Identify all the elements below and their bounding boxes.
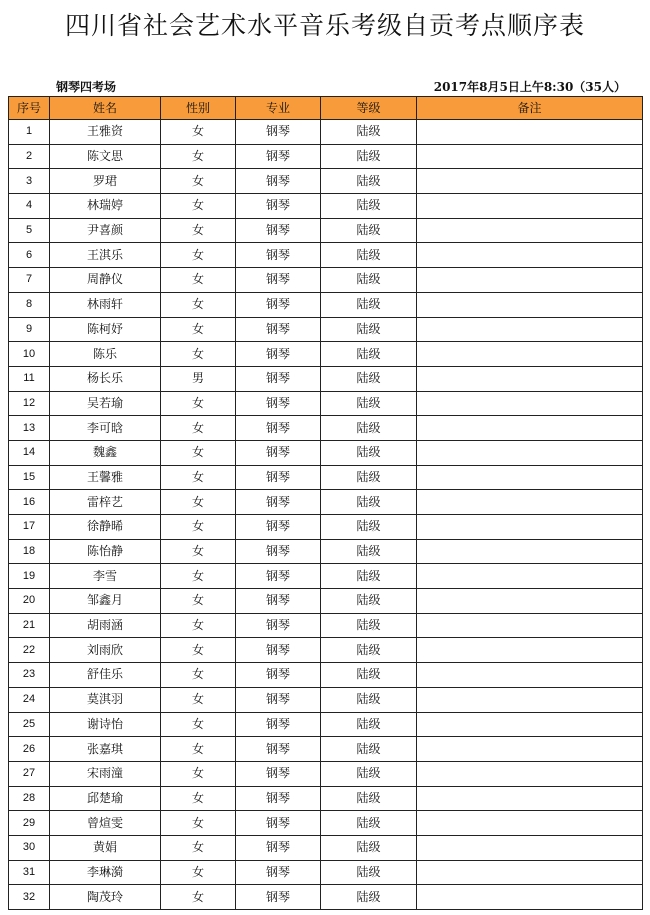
- cell-note: [417, 515, 643, 540]
- cell-major: 钢琴: [236, 366, 321, 391]
- table-row: [9, 169, 643, 194]
- cell-note: [417, 366, 643, 391]
- cell-major: 钢琴: [236, 638, 321, 663]
- cell-level: 陆级: [321, 120, 417, 145]
- cell-note: [417, 268, 643, 293]
- cell-name: 王淇乐: [50, 243, 161, 268]
- table-row: [9, 391, 643, 416]
- page-title: 四川省社会艺术水平音乐考级自贡考点顺序表: [64, 11, 585, 40]
- cell-note: [417, 589, 643, 614]
- cell-level: 陆级: [321, 663, 417, 688]
- cell-level: 陆级: [321, 292, 417, 317]
- table-header-row: [9, 97, 643, 120]
- table-row: [9, 366, 643, 391]
- column-header-gender: 性别: [161, 97, 236, 120]
- cell-note: [417, 761, 643, 786]
- cell-level: 陆级: [321, 268, 417, 293]
- cell-number: 28: [9, 786, 50, 811]
- cell-note: [417, 835, 643, 860]
- cell-name: 黄娟: [50, 835, 161, 860]
- cell-name: 舒佳乐: [50, 663, 161, 688]
- cell-level: 陆级: [321, 490, 417, 515]
- exam-time: 2017年8月5日上午8:30（35人）: [433, 80, 626, 94]
- cell-major: 钢琴: [236, 786, 321, 811]
- cell-level: 陆级: [321, 465, 417, 490]
- cell-major: 钢琴: [236, 564, 321, 589]
- cell-note: [417, 120, 643, 145]
- cell-number: 2: [9, 144, 50, 169]
- cell-major: 钢琴: [236, 194, 321, 219]
- cell-major: 钢琴: [236, 465, 321, 490]
- table-row: [9, 243, 643, 268]
- cell-level: 陆级: [321, 564, 417, 589]
- cell-level: 陆级: [321, 885, 417, 910]
- cell-major: 钢琴: [236, 120, 321, 145]
- cell-number: 24: [9, 687, 50, 712]
- cell-number: 31: [9, 860, 50, 885]
- cell-number: 26: [9, 737, 50, 762]
- table-row: [9, 712, 643, 737]
- cell-number: 20: [9, 589, 50, 614]
- table-row: [9, 663, 643, 688]
- cell-major: 钢琴: [236, 811, 321, 836]
- cell-number: 21: [9, 613, 50, 638]
- cell-gender: 女: [161, 786, 236, 811]
- cell-number: 4: [9, 194, 50, 219]
- cell-level: 陆级: [321, 539, 417, 564]
- table-row: [9, 342, 643, 367]
- cell-name: 曾煊雯: [50, 811, 161, 836]
- cell-level: 陆级: [321, 860, 417, 885]
- cell-level: 陆级: [321, 243, 417, 268]
- cell-number: 8: [9, 292, 50, 317]
- cell-level: 陆级: [321, 144, 417, 169]
- cell-note: [417, 564, 643, 589]
- table-row: [9, 811, 643, 836]
- cell-level: 陆级: [321, 169, 417, 194]
- cell-gender: 女: [161, 613, 236, 638]
- cell-note: [417, 786, 643, 811]
- cell-level: 陆级: [321, 194, 417, 219]
- cell-major: 钢琴: [236, 860, 321, 885]
- cell-gender: 女: [161, 515, 236, 540]
- cell-major: 钢琴: [236, 539, 321, 564]
- cell-major: 钢琴: [236, 440, 321, 465]
- cell-major: 钢琴: [236, 663, 321, 688]
- cell-major: 钢琴: [236, 687, 321, 712]
- cell-name: 谢诗怡: [50, 712, 161, 737]
- cell-gender: 女: [161, 860, 236, 885]
- cell-major: 钢琴: [236, 416, 321, 441]
- cell-gender: 女: [161, 687, 236, 712]
- cell-name: 陈柯妤: [50, 317, 161, 342]
- cell-level: 陆级: [321, 317, 417, 342]
- cell-name: 魏鑫: [50, 440, 161, 465]
- table-row: [9, 613, 643, 638]
- table-row: [9, 120, 643, 145]
- cell-note: [417, 860, 643, 885]
- cell-level: 陆级: [321, 416, 417, 441]
- roster-table: [8, 96, 643, 910]
- cell-name: 张嘉琪: [50, 737, 161, 762]
- table-row: [9, 539, 643, 564]
- cell-name: 尹喜颜: [50, 218, 161, 243]
- cell-level: 陆级: [321, 218, 417, 243]
- cell-gender: 女: [161, 218, 236, 243]
- cell-number: 13: [9, 416, 50, 441]
- column-header-number: 序号: [9, 97, 50, 120]
- cell-level: 陆级: [321, 613, 417, 638]
- cell-name: 李琳漪: [50, 860, 161, 885]
- table-row: [9, 317, 643, 342]
- table-row: [9, 786, 643, 811]
- cell-number: 16: [9, 490, 50, 515]
- cell-major: 钢琴: [236, 589, 321, 614]
- cell-major: 钢琴: [236, 243, 321, 268]
- cell-note: [417, 144, 643, 169]
- cell-gender: 女: [161, 885, 236, 910]
- table-row: [9, 589, 643, 614]
- column-header-major: 专业: [236, 97, 321, 120]
- cell-note: [417, 342, 643, 367]
- cell-major: 钢琴: [236, 169, 321, 194]
- exam-info: [0, 78, 650, 96]
- table-row: [9, 737, 643, 762]
- cell-gender: 女: [161, 317, 236, 342]
- cell-gender: 女: [161, 737, 236, 762]
- column-header-name: 姓名: [50, 97, 161, 120]
- cell-level: 陆级: [321, 391, 417, 416]
- cell-note: [417, 440, 643, 465]
- table-row: [9, 515, 643, 540]
- column-header-level: 等级: [321, 97, 417, 120]
- cell-gender: 女: [161, 465, 236, 490]
- cell-number: 23: [9, 663, 50, 688]
- exam-venue: 钢琴四考场: [56, 80, 117, 94]
- table-row: [9, 194, 643, 219]
- cell-level: 陆级: [321, 342, 417, 367]
- cell-name: 刘雨欣: [50, 638, 161, 663]
- cell-major: 钢琴: [236, 613, 321, 638]
- cell-gender: 女: [161, 663, 236, 688]
- cell-number: 19: [9, 564, 50, 589]
- cell-gender: 女: [161, 120, 236, 145]
- cell-level: 陆级: [321, 835, 417, 860]
- cell-gender: 男: [161, 366, 236, 391]
- cell-level: 陆级: [321, 515, 417, 540]
- cell-number: 29: [9, 811, 50, 836]
- cell-gender: 女: [161, 144, 236, 169]
- cell-note: [417, 218, 643, 243]
- cell-note: [417, 194, 643, 219]
- cell-number: 6: [9, 243, 50, 268]
- cell-level: 陆级: [321, 786, 417, 811]
- cell-name: 邹鑫月: [50, 589, 161, 614]
- cell-level: 陆级: [321, 811, 417, 836]
- table-row: [9, 144, 643, 169]
- cell-gender: 女: [161, 391, 236, 416]
- table-row: [9, 564, 643, 589]
- cell-gender: 女: [161, 638, 236, 663]
- cell-gender: 女: [161, 539, 236, 564]
- table-row: [9, 440, 643, 465]
- cell-note: [417, 317, 643, 342]
- cell-major: 钢琴: [236, 268, 321, 293]
- cell-note: [417, 243, 643, 268]
- cell-number: 12: [9, 391, 50, 416]
- table-row: [9, 638, 643, 663]
- cell-gender: 女: [161, 712, 236, 737]
- cell-number: 18: [9, 539, 50, 564]
- cell-name: 林瑞婷: [50, 194, 161, 219]
- cell-number: 22: [9, 638, 50, 663]
- cell-gender: 女: [161, 440, 236, 465]
- cell-name: 杨长乐: [50, 366, 161, 391]
- cell-gender: 女: [161, 761, 236, 786]
- table-row: [9, 292, 643, 317]
- cell-major: 钢琴: [236, 317, 321, 342]
- table-row: [9, 268, 643, 293]
- cell-note: [417, 416, 643, 441]
- cell-gender: 女: [161, 589, 236, 614]
- cell-number: 30: [9, 835, 50, 860]
- cell-level: 陆级: [321, 761, 417, 786]
- cell-number: 5: [9, 218, 50, 243]
- cell-number: 14: [9, 440, 50, 465]
- cell-major: 钢琴: [236, 144, 321, 169]
- cell-level: 陆级: [321, 737, 417, 762]
- cell-name: 李可晗: [50, 416, 161, 441]
- cell-name: 陈文思: [50, 144, 161, 169]
- cell-note: [417, 391, 643, 416]
- table-row: [9, 885, 643, 910]
- cell-gender: 女: [161, 243, 236, 268]
- cell-major: 钢琴: [236, 342, 321, 367]
- cell-name: 莫淇羽: [50, 687, 161, 712]
- cell-name: 林雨轩: [50, 292, 161, 317]
- cell-name: 李雪: [50, 564, 161, 589]
- cell-gender: 女: [161, 342, 236, 367]
- cell-name: 徐静晞: [50, 515, 161, 540]
- cell-note: [417, 811, 643, 836]
- cell-gender: 女: [161, 835, 236, 860]
- cell-number: 17: [9, 515, 50, 540]
- cell-major: 钢琴: [236, 712, 321, 737]
- cell-level: 陆级: [321, 440, 417, 465]
- cell-name: 罗珺: [50, 169, 161, 194]
- cell-name: 王雅资: [50, 120, 161, 145]
- cell-name: 陈怡静: [50, 539, 161, 564]
- table-row: [9, 218, 643, 243]
- cell-major: 钢琴: [236, 218, 321, 243]
- cell-note: [417, 712, 643, 737]
- table-row: [9, 416, 643, 441]
- cell-name: 陶茂玲: [50, 885, 161, 910]
- cell-note: [417, 663, 643, 688]
- cell-name: 邱楚瑜: [50, 786, 161, 811]
- cell-name: 吴若瑜: [50, 391, 161, 416]
- cell-gender: 女: [161, 564, 236, 589]
- table-row: [9, 687, 643, 712]
- cell-note: [417, 613, 643, 638]
- cell-major: 钢琴: [236, 490, 321, 515]
- cell-major: 钢琴: [236, 515, 321, 540]
- cell-level: 陆级: [321, 712, 417, 737]
- cell-major: 钢琴: [236, 761, 321, 786]
- cell-gender: 女: [161, 169, 236, 194]
- cell-name: 宋雨潼: [50, 761, 161, 786]
- cell-number: 15: [9, 465, 50, 490]
- cell-name: 陈乐: [50, 342, 161, 367]
- cell-major: 钢琴: [236, 835, 321, 860]
- cell-note: [417, 539, 643, 564]
- cell-name: 王馨雅: [50, 465, 161, 490]
- cell-gender: 女: [161, 416, 236, 441]
- cell-number: 1: [9, 120, 50, 145]
- cell-gender: 女: [161, 490, 236, 515]
- cell-note: [417, 292, 643, 317]
- cell-major: 钢琴: [236, 391, 321, 416]
- cell-number: 32: [9, 885, 50, 910]
- cell-number: 27: [9, 761, 50, 786]
- cell-level: 陆级: [321, 366, 417, 391]
- cell-note: [417, 465, 643, 490]
- cell-name: 周静仪: [50, 268, 161, 293]
- cell-gender: 女: [161, 811, 236, 836]
- cell-note: [417, 638, 643, 663]
- cell-major: 钢琴: [236, 885, 321, 910]
- cell-note: [417, 490, 643, 515]
- cell-major: 钢琴: [236, 737, 321, 762]
- cell-level: 陆级: [321, 687, 417, 712]
- cell-number: 9: [9, 317, 50, 342]
- cell-name: 雷梓艺: [50, 490, 161, 515]
- cell-number: 10: [9, 342, 50, 367]
- cell-gender: 女: [161, 292, 236, 317]
- cell-number: 25: [9, 712, 50, 737]
- cell-major: 钢琴: [236, 292, 321, 317]
- cell-name: 胡雨涵: [50, 613, 161, 638]
- cell-note: [417, 885, 643, 910]
- cell-note: [417, 737, 643, 762]
- table-row: [9, 761, 643, 786]
- cell-gender: 女: [161, 268, 236, 293]
- table-row: [9, 490, 643, 515]
- cell-note: [417, 169, 643, 194]
- table-row: [9, 835, 643, 860]
- table-row: [9, 465, 643, 490]
- cell-number: 3: [9, 169, 50, 194]
- cell-gender: 女: [161, 194, 236, 219]
- table-row: [9, 860, 643, 885]
- cell-level: 陆级: [321, 638, 417, 663]
- cell-number: 7: [9, 268, 50, 293]
- cell-number: 11: [9, 366, 50, 391]
- column-header-note: 备注: [417, 97, 643, 120]
- roster-body: [9, 120, 643, 910]
- cell-note: [417, 687, 643, 712]
- cell-level: 陆级: [321, 589, 417, 614]
